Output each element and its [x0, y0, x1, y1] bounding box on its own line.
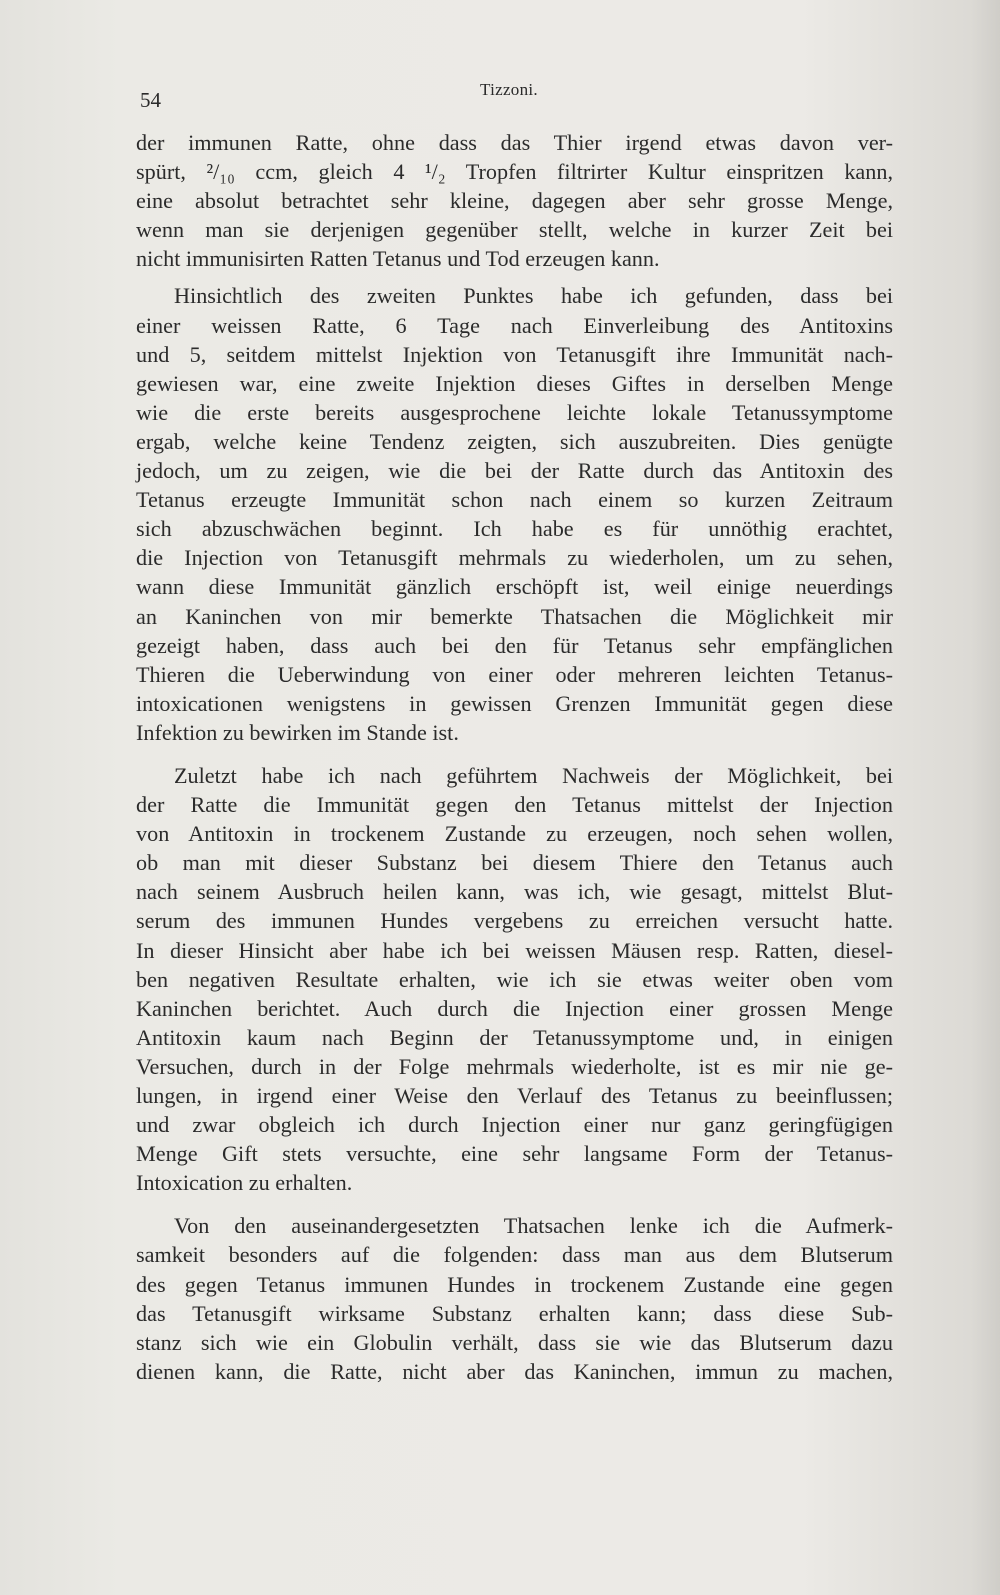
text-line: Menge Gift stets versuchte, eine sehr langsame Form der Tetanus- [136, 1141, 893, 1167]
paragraph-2 [136, 281, 893, 747]
text-line: der Ratte die Immunität gegen den Tetanus mittelst der Injection [136, 792, 893, 818]
page-header [140, 80, 890, 110]
text-line: Thieren die Ueberwindung von einer oder mehreren leichten Tetanus- [136, 661, 893, 687]
text-line: gewiesen war, eine zweite Injektion dieses Giftes in derselben Menge [136, 370, 893, 396]
text-line: dienen kann, die Ratte, nicht aber das Kaninchen, immun zu machen, [136, 1358, 893, 1384]
text-line: Von den auseinandergesetzten Thatsachen lenke ich die Aufmerk- [174, 1213, 893, 1239]
text-line: ob man mit dieser Substanz bei diesem Thiere den Tetanus auch [136, 850, 893, 876]
text-line: von Antitoxin in trockenem Zustande zu erzeugen, noch sehen wollen, [136, 821, 893, 847]
text-line: Antitoxin kaum nach Beginn der Tetanussymptome und, in einigen [136, 1024, 893, 1050]
text-line: Kaninchen berichtet. Auch durch die Injection einer grossen Menge [136, 995, 893, 1021]
text-line: das Tetanusgift wirksame Substanz erhalten kann; dass diese Sub- [136, 1300, 893, 1326]
text-line: In dieser Hinsicht aber habe ich bei weissen Mäusen resp. Ratten, diesel- [136, 937, 893, 963]
text-line: nicht immunisirten Ratten Tetanus und Tod erzeugen kann. [136, 246, 660, 272]
text-line: lungen, in irgend einer Weise den Verlauf des Tetanus zu beeinflussen; [136, 1083, 893, 1108]
text-line: wie die erste bereits ausgesprochene leichte lokale Tetanussymptome [136, 399, 893, 425]
text-line: Hinsichtlich des zweiten Punktes habe ich gefunden, dass bei [174, 283, 893, 309]
text-line: wenn man sie derjenigen gegenüber stellt, welche in kurzer Zeit bei [136, 217, 893, 243]
text-line: samkeit besonders auf die folgenden: dass man aus dem Blutserum [136, 1242, 893, 1268]
text-line: die Injection von Tetanusgift mehrmals zu wiederholen, um zu sehen, [136, 545, 893, 571]
text-line: wann diese Immunität gänzlich erschöpft ist, weil einige neuerdings [136, 574, 893, 600]
paragraph-4 [136, 1211, 893, 1386]
running-head: Tizzoni. [480, 80, 538, 99]
text-line: Zuletzt habe ich nach geführtem Nachweis der Möglichkeit, bei [174, 762, 893, 788]
text-line: eine absolut betrachtet sehr kleine, dagegen aber sehr grosse Menge, [136, 188, 893, 214]
text-line: und zwar obgleich ich durch Injection einer nur ganz geringfügigen [136, 1112, 893, 1138]
text-line: an Kaninchen von mir bemerkte Thatsachen die Möglichkeit mir [136, 603, 893, 629]
text-line: einer weissen Ratte, 6 Tage nach Einverleibung des Antitoxins [136, 312, 893, 338]
text-line: Versuchen, durch in der Folge mehrmals wiederholte, ist es mir nie ge- [136, 1053, 893, 1079]
text-line: und 5, seitdem mittelst Injektion von Tetanusgift ihre Immunität nach- [136, 341, 893, 367]
text-line: sich abzuschwächen beginnt. Ich habe es für unnöthig erachtet, [136, 516, 893, 542]
text-line: des gegen Tetanus immunen Hundes in trockenem Zustande eine gegen [136, 1271, 893, 1297]
text-line: spürt, ²/₁₀ ccm, gleich 4 ¹/₂ Tropfen filtrirter Kultur einspritzen kann, [136, 159, 893, 185]
text-line: Tetanus erzeugte Immunität schon nach einem so kurzen Zeitraum [136, 487, 893, 513]
body-text [136, 128, 893, 1386]
paragraph-3 [136, 761, 893, 1197]
text-line: Intoxication zu erhalten. [136, 1170, 353, 1196]
text-line: intoxicationen wenigstens in gewissen Grenzen Immunität gegen diese [136, 690, 893, 716]
text-line: gezeigt haben, dass auch bei den für Tetanus sehr empfänglichen [136, 632, 893, 658]
text-line: ben negativen Resultate erhalten, wie ich sie etwas weiter oben vom [136, 966, 893, 992]
text-line: der immunen Ratte, ohne dass das Thier irgend etwas davon ver- [136, 130, 893, 155]
text-line: stanz sich wie ein Globulin verhält, dass sie wie das Blutserum dazu [136, 1329, 893, 1355]
text-line: jedoch, um zu zeigen, wie die bei der Ratte durch das Antitoxin des [136, 458, 893, 484]
page-number: 54 [140, 88, 161, 112]
paragraph-1 [136, 128, 893, 273]
text-line: nach seinem Ausbruch heilen kann, was ich, wie gesagt, mittelst Blut- [136, 879, 893, 905]
text-line: serum des immunen Hundes vergebens zu erreichen versucht hatte. [136, 908, 893, 934]
text-line: ergab, welche keine Tendenz zeigten, sich auszubreiten. Dies genügte [136, 428, 893, 454]
text-line: Infektion zu bewirken im Stande ist. [136, 719, 459, 745]
